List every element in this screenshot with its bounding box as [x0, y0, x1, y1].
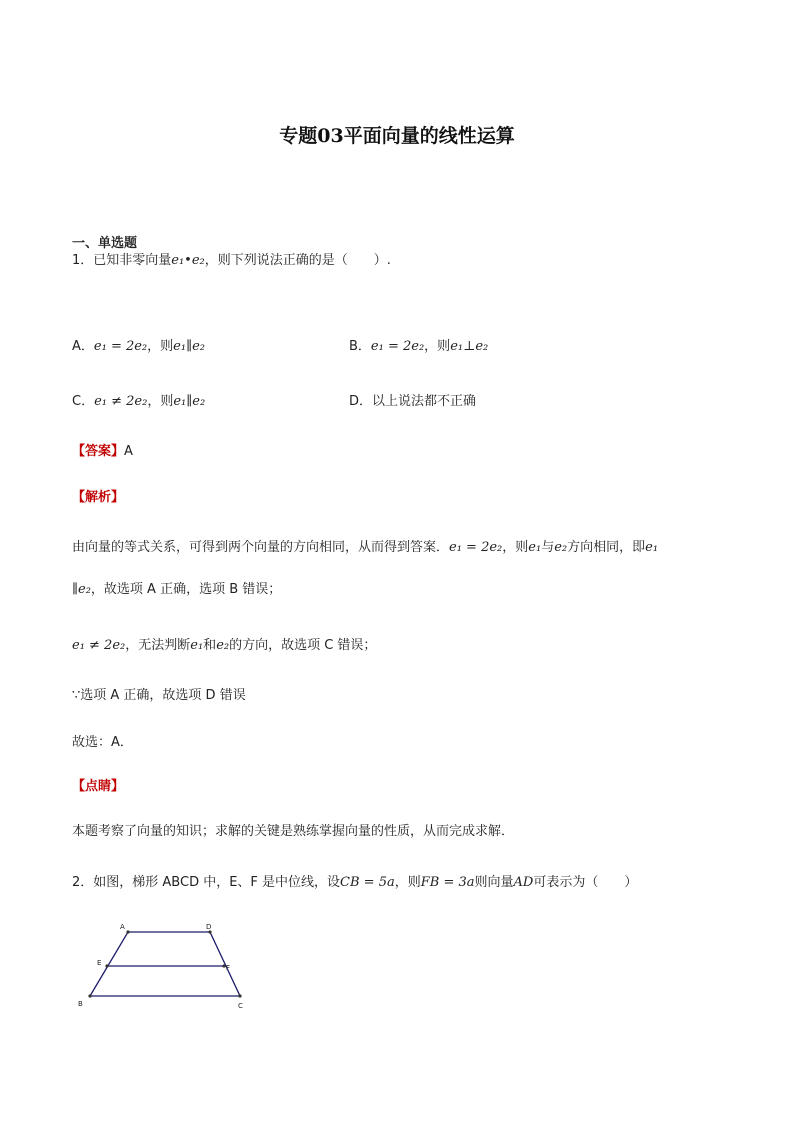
answer	[72, 440, 133, 459]
analysis-line-1-and: 与	[541, 540, 555, 555]
q2-stem-math-ad: AD	[513, 875, 534, 890]
analysis-line-1	[72, 536, 658, 555]
q2-stem-math-cb: CB = 5a	[340, 875, 395, 890]
q1-stem-prefix: 1．已知非零向量	[72, 253, 172, 268]
option-c-label: C．	[72, 394, 95, 409]
analysis-line-1-text: 由向量的等式关系，可得到两个向量的方向相同，从而得到答案．	[72, 540, 450, 555]
analysis-line-1-vec3: e₁	[645, 540, 659, 555]
section-heading: 一、单选题	[72, 236, 138, 251]
point-b	[88, 994, 91, 997]
analysis-line-3-and: 和	[203, 638, 217, 653]
trapezoid-outline	[90, 932, 240, 996]
analysis-line-3-text: ，无法判断	[125, 638, 191, 653]
analysis-line-1-math: e₁ = 2e₂	[449, 540, 503, 555]
q2-stem-vector-word: 则向量	[474, 875, 514, 890]
comment-text: 本题考察了向量的知识；求解的关键是熟练掌握向量的性质，从而完成求解．	[72, 824, 515, 839]
analysis-line-3-math: e₁ ≠ 2e₂	[72, 638, 126, 653]
option-a-relation: e₁∥e₂	[173, 339, 205, 354]
analysis-line-3-vec1: e₁	[190, 638, 204, 653]
label-d: D	[206, 923, 212, 931]
trapezoid-figure	[70, 918, 260, 1018]
label-b: B	[78, 1000, 83, 1008]
q2-stem-text: 2．如图，梯形 ABCD 中，E、F 是中位线，设	[72, 875, 341, 890]
point-a	[126, 930, 129, 933]
option-b-text: ，则	[424, 339, 451, 354]
page-title: 专题03平面向量的线性运算	[279, 125, 515, 147]
answer-tag: 【答案】	[72, 444, 125, 459]
analysis-line-3-tail: 的方向，故选项 C 错误；	[229, 638, 377, 653]
label-f: F	[226, 964, 231, 972]
point-c	[238, 994, 241, 997]
question-1-stem	[72, 249, 391, 268]
q2-stem-math-fb: FB = 3a	[420, 875, 475, 890]
analysis-line-1-vec1: e₁	[528, 540, 542, 555]
label-a: A	[120, 923, 125, 931]
option-a-text: ，则	[147, 339, 174, 354]
option-b-relation: e₁⊥e₂	[450, 339, 489, 354]
comment-tag: 【点睛】	[72, 779, 125, 794]
option-d: D．以上说法都不正确	[349, 394, 477, 409]
option-a-math: e₁ = 2e₂	[93, 339, 148, 354]
q1-stem-suffix: ，则下列说法正确的是（ ）.	[204, 253, 391, 268]
q1-stem-vector: e₁•e₂	[171, 253, 205, 268]
option-c-math: e₁ ≠ 2e₂	[94, 394, 148, 409]
analysis-line-1-vec2: e₂	[554, 540, 568, 555]
analysis-line-4: ∵选项 A 正确，故选项 D 错误	[72, 688, 246, 703]
analysis-line-1-then: ，则	[502, 540, 529, 555]
question-2-stem	[72, 871, 637, 890]
analysis-line-2	[72, 578, 281, 597]
q2-stem-then: ，则	[394, 875, 421, 890]
option-c-relation: e₁∥e₂	[173, 394, 206, 409]
analysis-line-3	[72, 634, 376, 653]
answer-value: A	[124, 444, 133, 459]
analysis-line-5: 故选：A．	[72, 735, 133, 750]
analysis-line-1-direction: 方向相同，即	[567, 540, 646, 555]
option-b	[349, 335, 488, 354]
q2-stem-tail: 可表示为（ ）	[533, 875, 638, 890]
option-a-label: A．	[72, 339, 94, 354]
label-c: C	[238, 1002, 243, 1010]
label-e: E	[97, 959, 102, 967]
option-c-text: ，则	[147, 394, 174, 409]
option-b-math: e₁ = 2e₂	[370, 339, 425, 354]
option-c	[72, 390, 205, 409]
option-b-label: B．	[349, 339, 371, 354]
option-a	[72, 335, 205, 354]
analysis-line-2-text: ，故选项 A 正确，选项 B 错误；	[90, 582, 282, 597]
analysis-tag: 【解析】	[72, 490, 125, 505]
analysis-line-3-vec2: e₂	[216, 638, 230, 653]
point-e	[105, 964, 108, 967]
analysis-line-2-vec: ∥e₂	[72, 582, 91, 597]
